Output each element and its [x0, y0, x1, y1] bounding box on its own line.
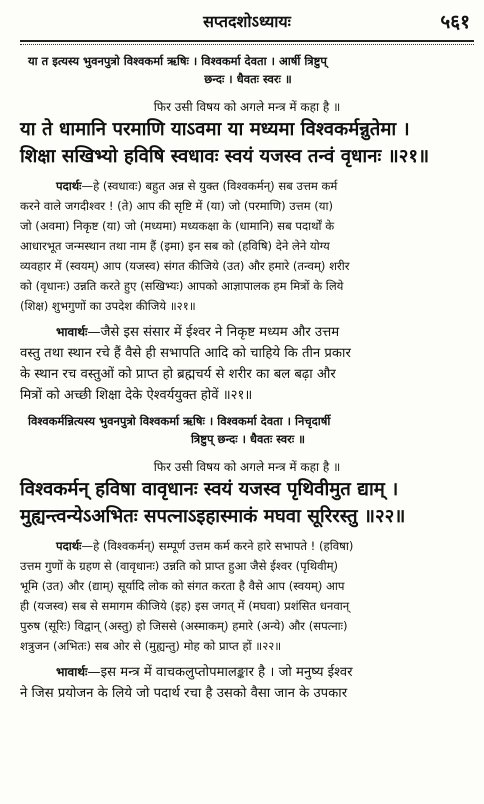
text-line: को (वृधानः) उन्नति करते हुए (सखिभ्यः) आपको आज्ञापालक हम मित्रों के लिये [20, 279, 344, 293]
text-line: आधारभूत जन्मस्थान तथा नाम हैं (इमा) इन सब को (हविषि) देने लेने योग्य [20, 239, 330, 253]
text-line: जो (अवमा) निकृष्ट (या) जो (मध्यमा) मध्यकक्षा के (धामानि) सब पदार्थों के [20, 219, 335, 233]
mantra-section-22 [20, 412, 474, 704]
text-line: उत्तम गुणों के ग्रहण से (वावृधानः) उन्नति को प्राप्त हुआ जैसे ईश्वर (पृथिवीम्) [20, 559, 339, 573]
text-line: —जैसे इस संसार में ईश्वर ने निकृष्ट मध्यम और उत्तम [87, 325, 340, 340]
mantra-verse-line: मुह्यन्त्वन्येऽअभितः सपत्नाऽइहास्माकं मघवा सूरिरस्तु ॥२२॥ [20, 506, 406, 527]
text-line: वस्तु तथा स्थान रचे हैं वैसे ही सभापति आदि को चाहिये कि तीन प्रकार [20, 346, 351, 361]
header-rule [20, 40, 474, 43]
mantra-meta-line: त्रिष्टुप् छन्दः । धैवतः स्वरः ॥ [190, 432, 306, 446]
padartha-label: पदार्थः [56, 179, 82, 193]
mantra-meta-line: छन्दः । धैवतः स्वरः ॥ [204, 72, 292, 86]
page-header [20, 0, 474, 46]
text-line: —हे (स्वधावः) बहुत अन्न से युक्त (विश्वकर्मन्) सब उत्तम कर्म [81, 179, 338, 193]
text-line: (शिक्ष) शुभगुणों का उपदेश कीजिये ॥२१॥ [20, 299, 196, 313]
text-line: के स्थान रच वस्तुओं को प्राप्त हो ब्रह्मचर्य से शरीर का बल बढ़ा और [20, 367, 336, 382]
text-line: ही (यजस्व) सब से समागम कीजिये (इह) इस जगत् में (मघवा) प्रशंसित धनवान् [20, 599, 350, 613]
mantra-verse-line: विश्वकर्मन् हविषा वावृधानः स्वयं यजस्व पृथिवीमुत द्याम् । [20, 479, 399, 500]
mantra-verse-line: या ते धामानि परमाणि याऽवमा या मध्यमा विश्वकर्मन्नुतेमा । [20, 119, 410, 140]
text-line: भूमि (उत) और (द्याम्) सूर्यादि लोक को संगत करता है वैसे आप (स्वयम्) आप [20, 579, 345, 593]
text-line: व्यवहार में (स्वयम्) आप (यजस्व) संगत कीजिये (उत) और हमारे (तन्वम्) शरीर [20, 259, 350, 273]
text-line: —इस मन्त्र में वाचकलुप्तोपमालङ्कार है । जो मनुष्य ईश्वर [87, 665, 353, 680]
intro-line: फिर उसी विषय को अगले मन्त्र में कहा है ॥ [153, 460, 341, 474]
bhavartha-label: भावार्थः [56, 325, 88, 339]
bhavartha-paragraph [20, 322, 474, 406]
document-page [20, 0, 474, 804]
bhavartha-label: भावार्थः [56, 665, 88, 679]
text-line: ने जिस प्रयोजन के लिये जो पदार्थ रचा है उसको वैसा जान के उपकार [20, 686, 348, 701]
mantra-section-21 [20, 52, 474, 406]
bhavartha-paragraph [20, 662, 474, 704]
padartha-paragraph [20, 536, 474, 656]
chapter-title: सप्तदशोऽध्यायः [203, 12, 291, 31]
mantra-verse-line: शिक्षा सखिभ्यो हविषि स्वधावः स्वयं यजस्व तन्वं वृधानः ॥२१॥ [20, 146, 430, 167]
text-line: करने वाले जगदीश्वर ! (ते) आप की सृष्टि में (या) जो (परमाणि) उत्तम (या) [20, 199, 334, 213]
text-line: शत्रुजन (अभितः) सब ओर से (मुह्यन्तु) मोह को प्राप्त हों ॥२२॥ [20, 639, 282, 653]
padartha-label: पदार्थः [56, 539, 82, 553]
padartha-paragraph [20, 176, 474, 316]
mantra-meta-line: या त इत्यस्य भुवनपुत्रो विश्वकर्मा ऋषिः । विश्वकर्मा देवता । आर्षी त्रिष्टुप् [28, 54, 327, 68]
intro-line: फिर उसी विषय को अगले मन्त्र में कहा है ॥ [153, 100, 341, 114]
mantra-meta-line: विश्वकर्मन्नित्यस्य भुवनपुत्रो विश्वकर्मा ऋषिः । विश्वकर्मा देवता । निचृदार्षी [28, 414, 331, 428]
page-number: ५६१ [440, 11, 470, 33]
text-line: पुरुष (सूरिः) विद्वान् (अस्तु) हो जिससे (अस्माकम्) हमारे (अन्ये) और (सपत्नाः) [20, 619, 348, 633]
text-line: —हे (विश्वकर्मन्) सम्पूर्ण उत्तम कर्म करने हारे सभापते ! (हविषा) [81, 539, 354, 553]
text-line: मित्रों को अच्छी शिक्षा देके ऐश्वर्ययुक्त होवें ॥२१॥ [20, 388, 253, 403]
